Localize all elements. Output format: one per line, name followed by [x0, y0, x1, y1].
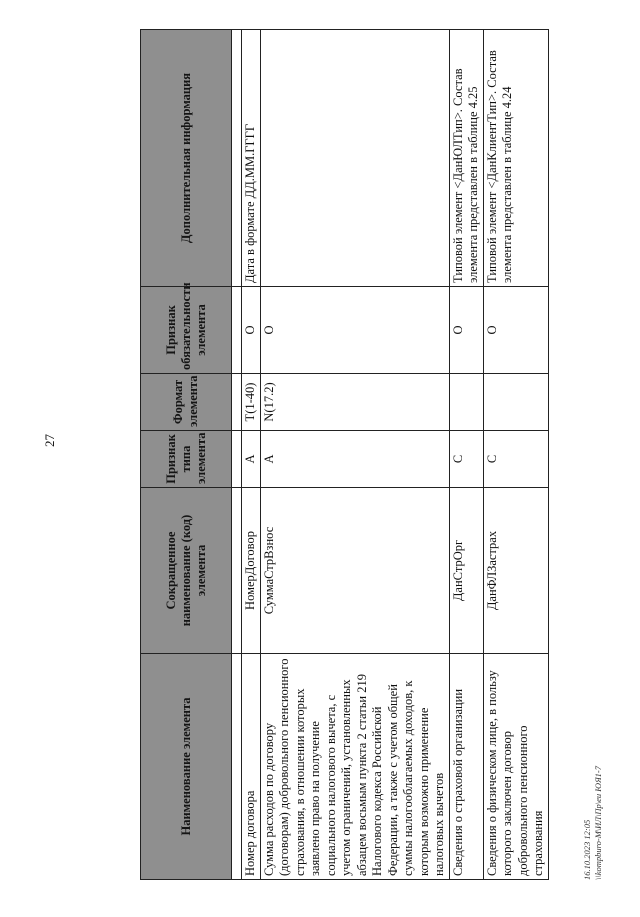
table-row: [260, 30, 449, 880]
footer-file-stamp: [582, 766, 604, 880]
cell-info: Дата в формате ДД.ММ.ГГГГ: [242, 30, 261, 287]
cell-required: О: [449, 287, 483, 374]
header-element-name: Наименование элемента: [141, 654, 232, 880]
cell-required: О: [260, 287, 449, 374]
table-row: [449, 30, 483, 880]
cell-name: Сведения о физическом лице, в пользу которого заключен договор добровольного пенсионного страхования: [483, 654, 548, 880]
footer-date: 16.10.2023 12:05: [582, 819, 592, 880]
cell-type: А: [242, 431, 261, 488]
cell-required: О: [483, 287, 548, 374]
page-number: 27: [42, 434, 57, 447]
cell-code: СуммаСтрВзнос: [260, 488, 449, 654]
cell-name: Номер договора: [242, 654, 261, 880]
cell-required: О: [242, 287, 261, 374]
cell-type: А: [260, 431, 449, 488]
cell-format: T(1-40): [242, 374, 261, 431]
cell-name: Сведения о страховой организации: [449, 654, 483, 880]
cell-code: ДанСтрОрг: [449, 488, 483, 654]
cell-info: [260, 30, 449, 287]
table-spacer-row: [232, 30, 242, 880]
cell-format: N(17.2): [260, 374, 449, 431]
cell-type: С: [483, 431, 548, 488]
cell-format: [483, 374, 548, 431]
cell-name: Сумма расходов по договору (договорам) добровольного пенсионного страхования, в отношении которых заявлено право на получение социального налогового вычета, с учетом ограничений, установленных абзацем восьмым пункта 2 статьи 219 Налогового кодекса Российской Федерации, а также с учетом общей суммы налогооблагаемых доходов, к которым возможно применение налоговых вычетов: [260, 654, 449, 880]
header-element-format: Формат элемента: [141, 374, 232, 431]
table-row: [483, 30, 548, 880]
cell-format: [449, 374, 483, 431]
rotated-table-sheet: [140, 30, 545, 880]
header-additional-info: Дополнительная информация: [141, 30, 232, 287]
cell-info: Типовой элемент <ДанЮЛТип>. Состав элемента представлен в таблице 4.25: [449, 30, 483, 287]
table-row: [242, 30, 261, 880]
footer-path: \\kompburo-M\ИЛ\Пр\eu ЮЯ1-7: [593, 766, 604, 880]
header-element-code: Сокращенное наименование (код) элемента: [141, 488, 232, 654]
table-header-row: [141, 30, 232, 880]
element-spec-table: [140, 29, 549, 880]
cell-type: С: [449, 431, 483, 488]
header-element-type: Признак типа элемента: [141, 431, 232, 488]
header-element-required: Признак обязательности элемента: [141, 287, 232, 374]
cell-code: ДанФЛЗастрах: [483, 488, 548, 654]
cell-code: НомерДоговор: [242, 488, 261, 654]
cell-info: Типовой элемент <ДанКлиентТип>. Состав элемента представлен в таблице 4.24: [483, 30, 548, 287]
